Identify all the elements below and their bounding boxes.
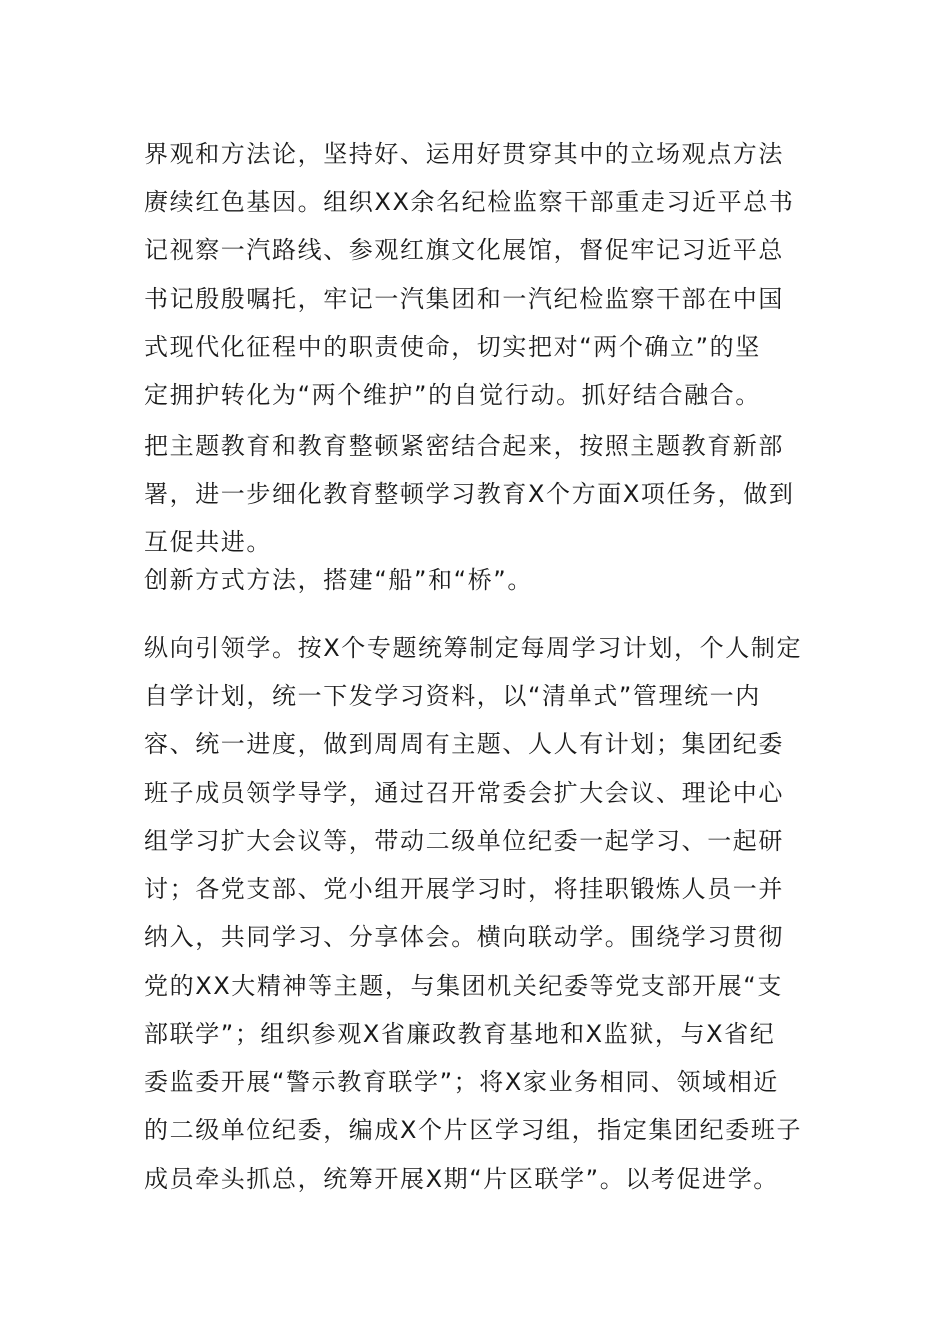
text-line: 纵向引领学。按X个专题统筹制定每周学习计划，个人制定: [144, 634, 803, 662]
text-line: 把主题教育和教育整顿紧密结合起来，按照主题教育新部: [144, 432, 784, 460]
text-line: 书记殷殷嘱托，牢记一汽集团和一汽纪检监察干部在中国: [144, 285, 784, 313]
text-line: 定拥护转化为“两个维护”的自觉行动。抓好结合融合。: [144, 381, 761, 409]
text-line: 班子成员领学导学，通过召开常委会扩大会议、理论中心: [144, 779, 784, 807]
text-line: 部联学”；组织参观X省廉政教育基地和X监狱，与X省纪: [144, 1020, 776, 1048]
text-line: 署，进一步细化教育整顿学习教育X个方面X项任务，做到: [144, 480, 795, 508]
text-line: 组学习扩大会议等，带动二级单位纪委一起学习、一起研: [144, 827, 784, 855]
text-line: 赓续红色基因。组织XX余名纪检监察干部重走习近平总书: [144, 188, 795, 216]
text-line: 成员牵头抓总，统筹开展X期“片区联学”。以考促进学。: [144, 1165, 779, 1193]
text-line: 纳入，共同学习、分享体会。横向联动学。围绕学习贯彻: [144, 923, 784, 951]
text-line: 互促共进。: [144, 528, 272, 556]
text-line: 的二级单位纪委，编成X个片区学习组，指定集团纪委班子: [144, 1116, 803, 1144]
text-line: 记视察一汽路线、参观红旗文化展馆，督促牢记习近平总: [144, 236, 784, 264]
text-line: 自学计划，统一下发学习资料，以“清单式”管理统一内: [144, 682, 761, 710]
text-line: 式现代化征程中的职责使命，切实把对“两个确立”的坚: [144, 333, 761, 361]
text-line: 委监委开展“警示教育联学”；将X家业务相同、领域相近: [144, 1068, 779, 1096]
text-line: 党的XX大精神等主题，与集团机关纪委等党支部开展“支: [144, 972, 783, 1000]
text-line: 界观和方法论，坚持好、运用好贯穿其中的立场观点方法: [144, 140, 784, 168]
text-line: 容、统一进度，做到周周有主题、人人有计划；集团纪委: [144, 730, 784, 758]
section-heading: 创新方式方法，搭建“船”和“桥”。: [144, 566, 533, 594]
text-line: 讨；各党支部、党小组开展学习时，将挂职锻炼人员一并: [144, 875, 784, 903]
